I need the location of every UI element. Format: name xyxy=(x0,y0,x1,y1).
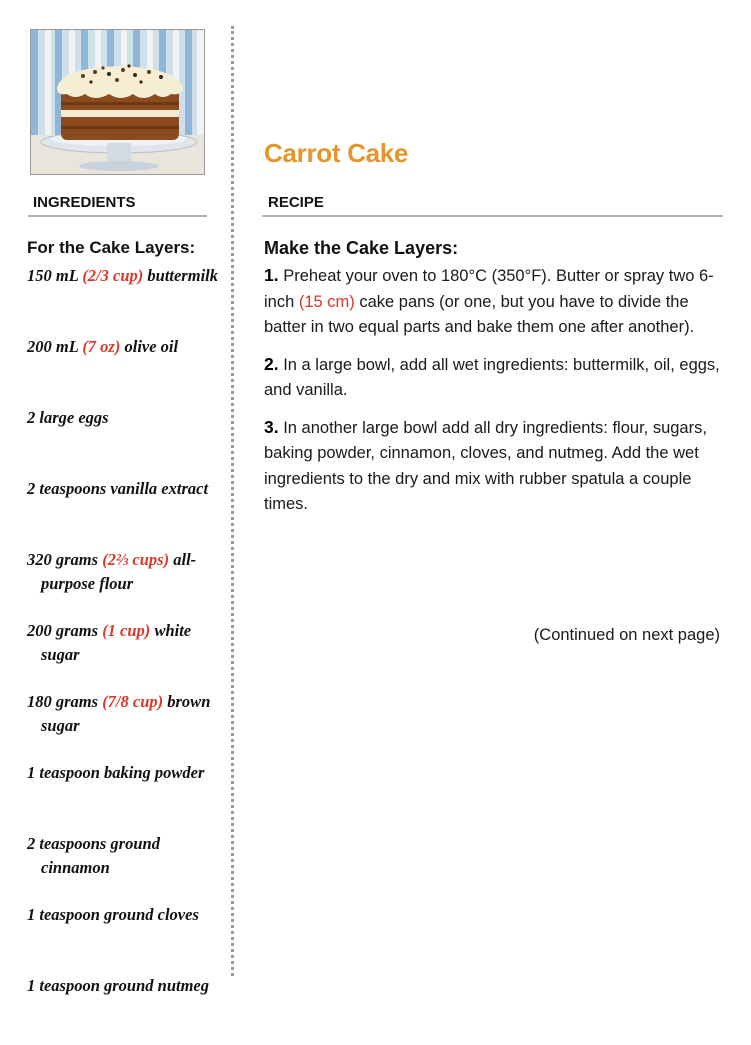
continued-note: (Continued on next page) xyxy=(533,626,720,644)
recipe-rule xyxy=(262,215,723,217)
ingredient-item: 1 teaspoon baking powder xyxy=(27,763,205,782)
ingredient-item: 180 grams (7/8 cup) brown sugar xyxy=(27,692,211,735)
ingredients-rule xyxy=(28,215,207,217)
cake-illustration xyxy=(31,30,204,174)
ingredient-item: 200 mL (7 oz) olive oil xyxy=(27,337,179,356)
recipe-step: 2. In a large bowl, add all wet ingredients: buttermilk, oil, eggs, and vanilla. xyxy=(264,353,720,399)
step-number: 2. xyxy=(264,353,279,374)
ingredient-item: 2 large eggs xyxy=(27,408,109,427)
ingredient-item: 2 teaspoons vanilla extract xyxy=(27,479,209,498)
step-number: 1. xyxy=(264,265,279,285)
recipe-step: 1. Preheat your oven to 180°C (350°F). Butter or spray two 6-inch (15 cm) cake pans (or one, but you have to divide the batter in two equal parts and bake them one after another). xyxy=(264,265,714,336)
ingredient-item: 2 teaspoons ground cinnamon xyxy=(27,834,160,877)
column-divider xyxy=(231,26,234,976)
recipe-column xyxy=(264,238,726,529)
ingredients-subheading: For the Cake Layers: xyxy=(27,238,196,257)
step-number: 3. xyxy=(264,416,279,437)
recipe-subheading: Make the Cake Layers: xyxy=(264,238,459,258)
recipe-step: 3. In another large bowl add all dry ingredients: flour, sugars, baking powder, cinnamon, cloves, and nutmeg. Add the wet ingredients to the dry and mix with rubber spatula a couple times. xyxy=(264,416,707,513)
ingredient-item: 1 teaspoon ground cloves xyxy=(27,905,199,924)
ingredient-item: 320 grams (2⅔ cups) all-purpose flour xyxy=(27,550,197,593)
ingredient-list xyxy=(27,264,222,1045)
ingredient-item: 200 grams (1 cup) white sugar xyxy=(27,621,192,664)
ingredients-column xyxy=(27,238,222,1045)
ingredient-item: 150 mL (2/3 cup) buttermilk xyxy=(27,266,218,285)
ingredients-heading: INGREDIENTS xyxy=(33,194,136,211)
cake-photo xyxy=(30,29,205,175)
recipe-heading: RECIPE xyxy=(268,194,324,211)
ingredient-item: 1 teaspoon ground nutmeg xyxy=(27,976,209,995)
recipe-title: Carrot Cake xyxy=(264,138,409,168)
cake-body xyxy=(57,64,183,140)
